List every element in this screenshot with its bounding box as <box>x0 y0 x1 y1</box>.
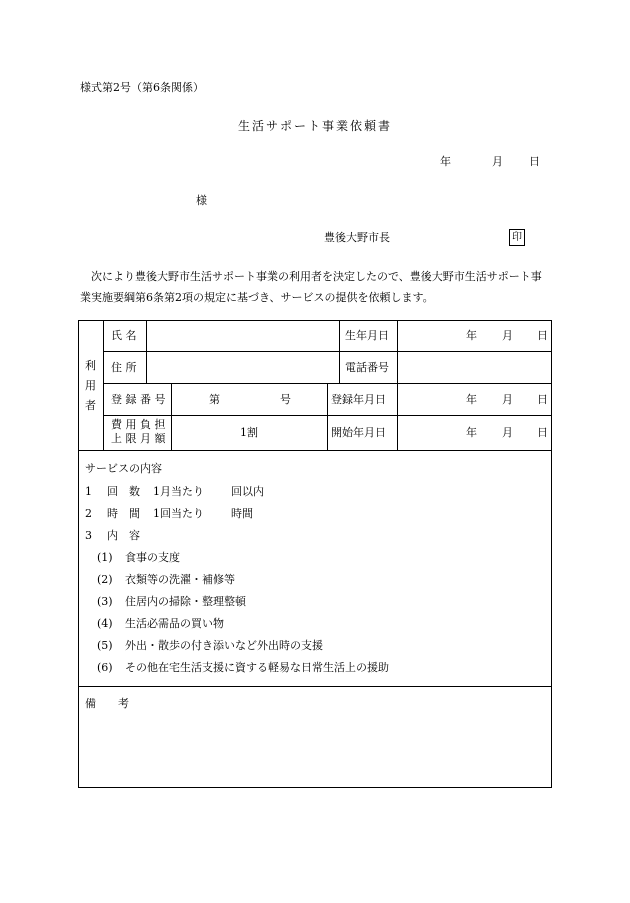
service-item <box>97 596 246 607</box>
row-divider <box>78 686 552 687</box>
service-item <box>97 552 180 563</box>
registration-date-label: 登録年月日 <box>331 393 386 406</box>
cost-limit-label <box>111 418 166 446</box>
cost-limit-value: 1割 <box>240 426 258 439</box>
start-year: 年 <box>466 426 477 439</box>
frequency-label: 回 数 <box>107 485 140 498</box>
service-content <box>85 530 140 541</box>
duration-number: 2 <box>85 507 92 520</box>
service-item-text: 外出・散歩の付き添いなど外出時の支援 <box>125 639 323 652</box>
duration-suffix: 時間 <box>231 507 253 520</box>
registration-month: 月 <box>502 393 513 406</box>
column-divider <box>171 383 172 450</box>
date-day-label: 日 <box>529 155 540 168</box>
service-item-text: 衣類等の洗濯・補修等 <box>125 573 235 586</box>
service-item-number: (5) <box>97 639 113 652</box>
phone-label: 電話番号 <box>345 361 389 374</box>
user-label-char: 用 <box>85 379 96 392</box>
service-item-number: (2) <box>97 573 113 586</box>
service-item-number: (1) <box>97 551 113 564</box>
duration-label: 時 間 <box>107 507 140 520</box>
service-duration <box>85 508 253 519</box>
registration-go: 号 <box>280 393 291 406</box>
content-number: 3 <box>85 529 92 542</box>
start-day: 日 <box>537 426 548 439</box>
service-item-number: (4) <box>97 617 113 630</box>
service-frequency <box>85 486 264 497</box>
duration-text: 1回当たり <box>153 507 204 520</box>
registration-number-label: 登 録 番 号 <box>111 393 166 406</box>
column-divider <box>146 320 147 383</box>
seal-mark: 印 <box>509 229 525 246</box>
issuer-name: 豊後大野市長 <box>324 231 390 244</box>
column-divider <box>327 383 328 450</box>
registration-dai: 第 <box>209 393 220 406</box>
service-item <box>97 640 323 651</box>
start-month: 月 <box>502 426 513 439</box>
service-item-text: 生活必需品の買い物 <box>125 617 224 630</box>
intro-paragraph: 次により豊後大野市生活サポート事業の利用者を決定したので、豊後大野市生活サポート事業実施要綱第6条第2項の規定に基づき、サービスの提供を依頼します。 <box>80 270 542 304</box>
row-divider <box>103 351 552 352</box>
user-label-char: 利 <box>85 359 96 372</box>
service-item-text: 住居内の掃除・整理整頓 <box>125 595 246 608</box>
user-section-label <box>85 356 95 416</box>
document-title: 生活サポート事業依頼書 <box>237 119 392 133</box>
date-month-label: 月 <box>492 155 503 168</box>
service-item <box>97 618 224 629</box>
column-divider <box>103 320 104 450</box>
name-label: 氏 名 <box>111 329 137 342</box>
service-item-text: 食事の支度 <box>125 551 180 564</box>
frequency-number: 1 <box>85 485 92 498</box>
column-divider <box>397 320 398 450</box>
birthdate-year: 年 <box>466 329 477 342</box>
birthdate-label: 生年月日 <box>345 329 389 342</box>
form-number: 様式第2号（第6条関係） <box>80 81 204 94</box>
service-item-text: その他在宅生活支援に資する軽易な日常生活上の援助 <box>125 661 389 674</box>
addressee-suffix: 様 <box>196 194 207 207</box>
service-heading: サービスの内容 <box>85 462 162 475</box>
cost-limit-label-line2: 上 限 月 額 <box>111 432 166 445</box>
request-date <box>440 156 540 167</box>
row-divider <box>78 450 552 451</box>
address-label: 住 所 <box>111 361 137 374</box>
service-item <box>97 574 235 585</box>
start-date-label: 開始年月日 <box>331 426 386 439</box>
content-label: 内 容 <box>107 529 140 542</box>
registration-year: 年 <box>466 393 477 406</box>
cost-limit-label-line1: 費 用 負 担 <box>111 418 166 431</box>
service-item-number: (3) <box>97 595 113 608</box>
user-label-char: 者 <box>85 399 96 412</box>
date-year-label: 年 <box>440 155 451 168</box>
birthdate-day: 日 <box>537 329 548 342</box>
frequency-text: 1月当たり <box>153 485 204 498</box>
remarks-label: 備 考 <box>85 697 129 710</box>
birthdate-month: 月 <box>502 329 513 342</box>
service-item <box>97 662 389 673</box>
service-item-number: (6) <box>97 661 113 674</box>
registration-day: 日 <box>537 393 548 406</box>
column-divider <box>339 320 340 383</box>
frequency-suffix: 回以内 <box>231 485 264 498</box>
